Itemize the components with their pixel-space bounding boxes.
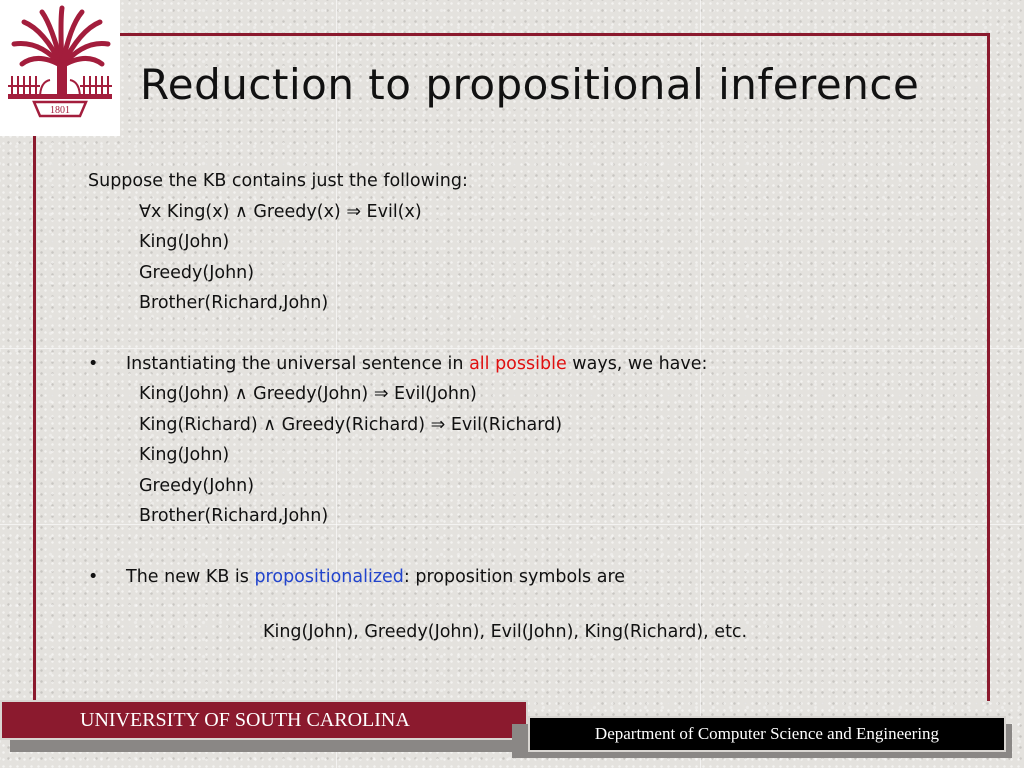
slide-title: Reduction to propositional inference: [140, 60, 920, 109]
instantiated-sentence: King(Richard) ∧ Greedy(Richard) ⇒ Evil(Richard): [139, 414, 563, 435]
instantiated-sentence: Brother(Richard,John): [139, 506, 329, 526]
kb-sentence: Greedy(John): [139, 262, 255, 283]
bullet-text: ways, we have:: [566, 353, 708, 374]
bullet-icon: •: [88, 566, 99, 587]
palmetto-tree-seal-icon: [0, 0, 120, 136]
bullet-text: The new KB is: [126, 566, 255, 587]
bullet-text: Instantiating the universal sentence in: [126, 353, 470, 374]
university-banner: UNIVERSITY OF SOUTH CAROLINA: [0, 700, 528, 740]
department-banner: Department of Computer Science and Engineering: [528, 716, 1006, 752]
highlight-all-possible: all possible: [469, 353, 567, 374]
bullet-text: : proposition symbols are: [403, 566, 626, 587]
instantiated-sentence: Greedy(John): [139, 475, 255, 496]
kb-sentence: Brother(Richard,John): [139, 293, 329, 313]
kb-sentence: ∀x King(x) ∧ Greedy(x) ⇒ Evil(x): [139, 201, 422, 222]
instantiated-sentence: King(John) ∧ Greedy(John) ⇒ Evil(John): [139, 384, 477, 404]
kb-intro-lead: Suppose the KB contains just the following:: [88, 171, 468, 191]
logo-year: 1801: [50, 105, 70, 116]
proposition-symbols-line: King(John), Greedy(John), Evil(John), King(Richard), etc.: [263, 622, 748, 642]
bullet-propositionalized: [88, 562, 968, 593]
slide-body: [88, 166, 968, 648]
university-logo: [0, 0, 120, 136]
kb-sentence: King(John): [139, 232, 230, 252]
bullet-icon: •: [88, 353, 99, 374]
highlight-propositionalized: propositionalized: [254, 566, 404, 587]
bullet-instantiating: [88, 349, 968, 380]
instantiated-sentence: King(John): [139, 445, 230, 465]
